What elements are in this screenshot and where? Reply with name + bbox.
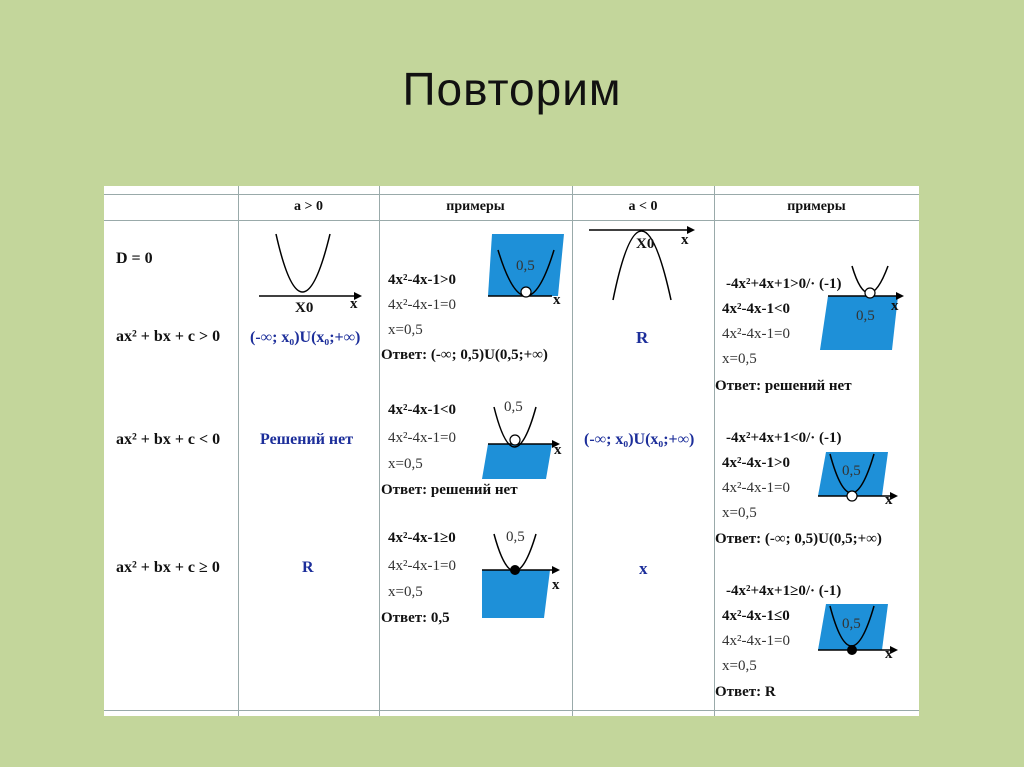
example-answer: Ответ: решений нет: [381, 482, 518, 498]
x-axis-label: x: [681, 232, 689, 248]
x-axis-label: x: [552, 577, 560, 593]
example-root: x=0,5: [388, 456, 423, 472]
col-divider: [238, 186, 239, 716]
x0-label: X0: [295, 300, 314, 316]
x-axis-label: x: [554, 442, 562, 458]
example-answer: Ответ: (-∞; 0,5)U(0,5;+∞): [381, 347, 548, 363]
example-equation: 4x²-4x-1=0: [388, 297, 456, 313]
example-equation: 4x²-4x-1=0: [722, 633, 790, 649]
row-divider: [104, 710, 919, 711]
example-answer: Ответ: 0,5: [381, 610, 450, 626]
row-divider: [104, 220, 919, 221]
example-inequality: 4x²-4x-1>0: [388, 272, 457, 288]
example-root: x=0,5: [722, 658, 757, 674]
header-a-positive: a > 0: [294, 199, 323, 214]
x-axis-label: x: [891, 298, 899, 314]
vertex-label: 0,5: [842, 616, 861, 632]
example-graph: [818, 452, 908, 512]
example-inequality: -4x²+4x+1≥0/· (-1): [726, 583, 842, 599]
row-label-greater: ax² + bx + c > 0: [116, 328, 221, 345]
vertex-label: 0,5: [506, 529, 525, 545]
header-examples-1: примеры: [446, 199, 505, 214]
comparison-table: [104, 186, 919, 716]
row-label-greater-equal: ax² + bx + c ≥ 0: [116, 559, 220, 576]
example-answer: Ответ: решений нет: [715, 378, 852, 394]
example-root: x=0,5: [388, 322, 423, 338]
example-inequality-transformed: 4x²-4x-1≤0: [722, 608, 790, 624]
example-inequality: -4x²+4x+1>0/· (-1): [726, 276, 842, 292]
col-divider: [714, 186, 715, 716]
header-a-negative: a < 0: [628, 199, 658, 214]
example-equation: 4x²-4x-1=0: [388, 430, 456, 446]
x-axis-label: x: [553, 292, 561, 308]
header-examples-2: примеры: [787, 199, 846, 214]
example-graph: [818, 604, 908, 664]
answer-a-negative-greater: R: [636, 328, 649, 347]
vertex-label: 0,5: [842, 463, 861, 479]
example-root: x=0,5: [722, 505, 757, 521]
example-root: x=0,5: [722, 351, 757, 367]
example-inequality: 4x²-4x-1≥0: [388, 530, 456, 546]
x-axis-label: x: [350, 296, 358, 312]
answer-a-positive-greater-equal: R: [302, 559, 314, 576]
example-graph: [482, 401, 567, 481]
example-root: x=0,5: [388, 584, 423, 600]
answer-a-negative-greater-equal: x: [639, 559, 648, 578]
vertex-label: 0,5: [516, 258, 535, 274]
parabola-up-graph: [254, 230, 364, 310]
answer-a-positive-less: Решений нет: [260, 431, 354, 448]
row-divider: [104, 194, 919, 195]
example-answer: Ответ: (-∞; 0,5)U(0,5;+∞): [715, 531, 882, 547]
example-inequality-transformed: 4x²-4x-1<0: [722, 301, 791, 317]
col-divider: [379, 186, 380, 716]
discriminant-label: D = 0: [116, 250, 153, 267]
answer-a-negative-less: (-∞; x₀)U(x₀;+∞): [584, 431, 695, 448]
col-divider: [572, 186, 573, 716]
vertex-label: 0,5: [856, 308, 875, 324]
x-axis-label: x: [885, 492, 893, 508]
x-axis-label: x: [885, 646, 893, 662]
example-equation: 4x²-4x-1=0: [722, 326, 790, 342]
vertex-label: 0,5: [504, 399, 523, 415]
example-equation: 4x²-4x-1=0: [722, 480, 790, 496]
x0-label: X0: [636, 236, 655, 252]
example-answer: Ответ: R: [715, 684, 776, 700]
example-inequality: 4x²-4x-1<0: [388, 402, 457, 418]
answer-a-positive-greater: (-∞; x₀)U(x₀;+∞): [250, 329, 361, 346]
example-inequality-transformed: 4x²-4x-1>0: [722, 455, 791, 471]
row-label-less: ax² + bx + c < 0: [116, 431, 221, 448]
slide-title: Повторим: [402, 63, 622, 115]
example-equation: 4x²-4x-1=0: [388, 558, 456, 574]
example-inequality: -4x²+4x+1<0/· (-1): [726, 430, 842, 446]
